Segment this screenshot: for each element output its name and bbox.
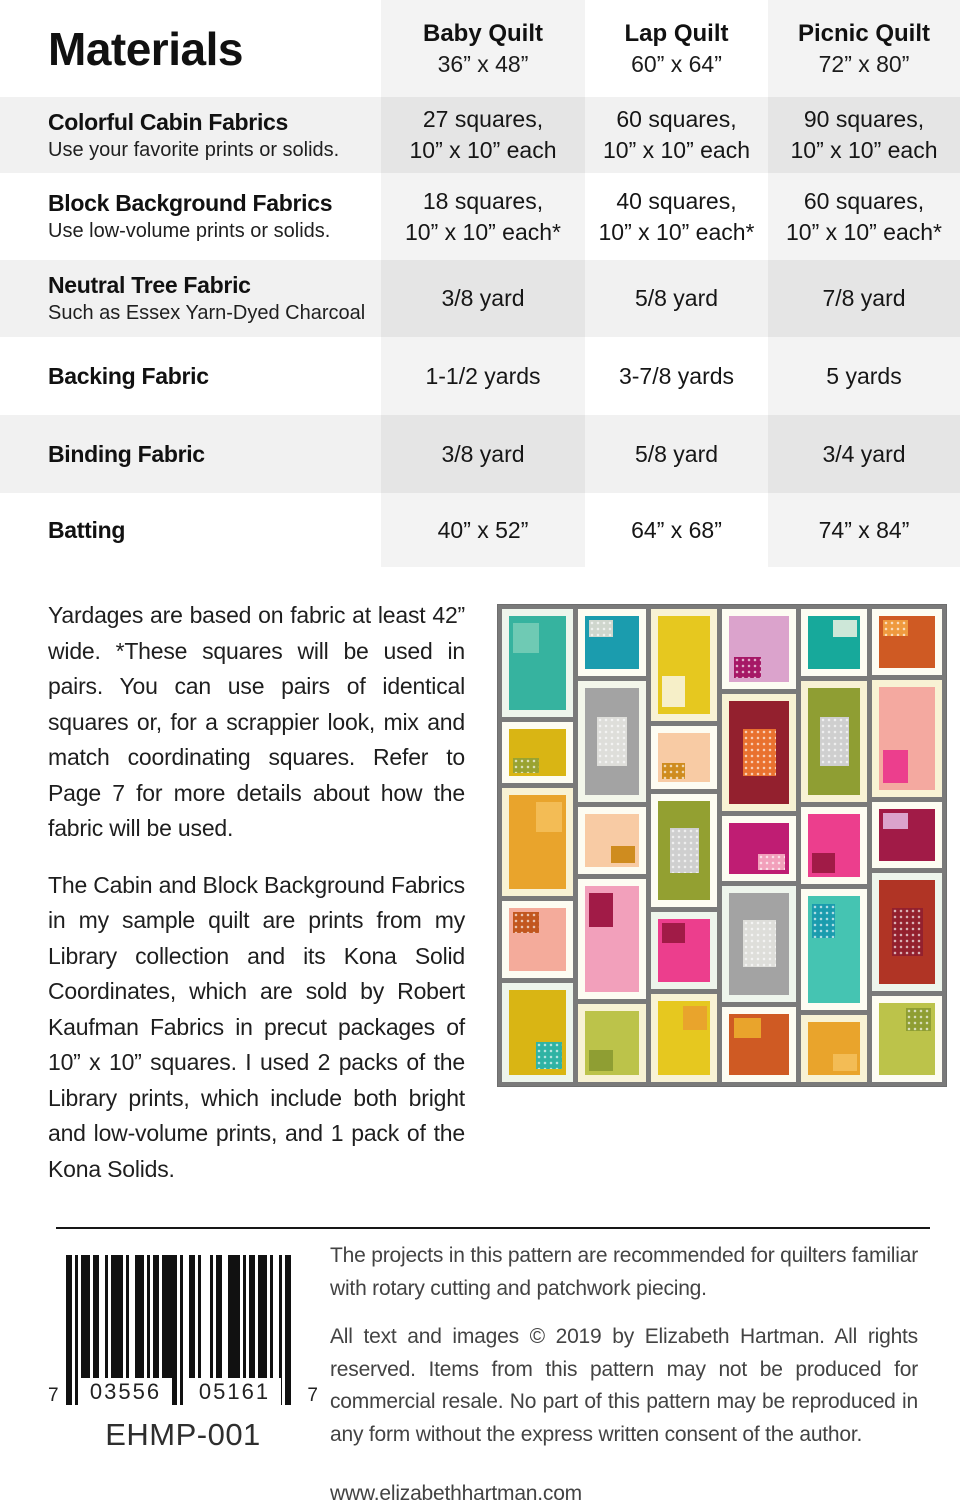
row-label-cell <box>0 173 381 260</box>
row-sublabel: Such as Essex Yarn-Dyed Charcoal <box>48 302 366 324</box>
quilt-block-accent-patch <box>513 623 539 653</box>
quilt-block <box>872 873 942 991</box>
intro-text <box>48 598 465 1208</box>
barcode-right-digit: 7 <box>307 1385 318 1406</box>
quilt-block-accent-patch <box>906 1008 931 1031</box>
row-label: Colorful Cabin Fabrics <box>48 108 289 135</box>
quilt-block-accent-patch <box>758 854 785 870</box>
table-row <box>0 97 960 173</box>
quilt-block-accent-patch <box>589 620 613 637</box>
value-cell: 74” x 84” <box>768 493 960 567</box>
row-sublabel: Use low-volume prints or solids. <box>48 220 331 242</box>
quilt-block-main-patch <box>808 814 860 878</box>
pattern-sku: EHMP-001 <box>105 1417 261 1452</box>
quilt-block-main-patch <box>808 688 860 794</box>
value-cell: 3/8 yard <box>381 415 585 493</box>
quilt-block-main-patch <box>808 1022 860 1075</box>
copyright-text: All text and images © 2019 by Elizabeth Hartman. All rights reserved. Items from this pattern may not be produced for commercial resale. No part of this pattern may be reproduced in any form without the express written consent of the author. <box>330 1325 918 1446</box>
barcode-digits-right-group: 05161 <box>188 1378 281 1405</box>
quilt-block-main-patch <box>509 795 566 889</box>
quilt-block <box>872 802 942 868</box>
table-row <box>0 260 960 337</box>
quilt-block-main-patch <box>729 823 789 874</box>
quilt-block <box>872 680 942 798</box>
quilt-block-main-patch <box>879 809 935 861</box>
recommendation-text: The projects in this pattern are recommended for quilters familiar with rotary cutting and patchwork piecing. <box>330 1244 918 1300</box>
quilt-block-main-patch <box>585 1011 639 1075</box>
materials-table <box>0 0 960 567</box>
quilt-block-accent-patch <box>589 1050 613 1070</box>
quilt-block-accent-patch <box>513 758 539 773</box>
quilt-block-main-patch <box>509 616 566 710</box>
row-label-cell <box>0 260 381 337</box>
value-cell: 90 squares, 10” x 10” each <box>768 97 960 173</box>
quilt-block-accent-patch <box>536 1042 562 1069</box>
row-label: Backing Fabric <box>48 362 209 389</box>
footer-text-block <box>330 1240 918 1500</box>
quilt-block-accent-patch <box>611 846 635 863</box>
quilt-block-main-patch <box>509 908 566 971</box>
table-row <box>0 173 960 260</box>
row-label-cell <box>0 493 381 567</box>
quilt-block-main-patch <box>658 1001 710 1075</box>
quilt-block <box>578 681 646 801</box>
column-size: 60” x 64” <box>631 50 722 77</box>
column-header-baby <box>381 0 585 97</box>
quilt-block-accent-patch <box>597 717 627 766</box>
row-label: Neutral Tree Fabric <box>48 272 251 298</box>
quilt-block-accent-patch <box>833 620 856 637</box>
quilt-block-accent-patch <box>734 657 761 678</box>
value-cell: 18 squares, 10” x 10” each* <box>381 173 585 260</box>
quilt-block-accent-patch <box>670 828 699 873</box>
quilt-column <box>801 609 867 1082</box>
row-label-cell <box>0 97 381 173</box>
value-cell: 3/4 yard <box>768 415 960 493</box>
quilt-block-main-patch <box>509 729 566 776</box>
column-name: Lap Quilt <box>624 19 729 47</box>
quilt-block <box>801 1015 867 1082</box>
quilt-block-accent-patch <box>662 763 685 779</box>
row-label: Binding Fabric <box>48 440 205 467</box>
quilt-block-accent-patch <box>812 904 835 938</box>
value-cell: 1-1/2 yards <box>381 337 585 415</box>
row-label: Block Background Fabrics <box>48 190 333 216</box>
row-sublabel: Use your favorite prints or solids. <box>48 138 340 161</box>
quilt-block <box>872 609 942 675</box>
quilt-block <box>502 609 573 717</box>
quilt-block <box>578 1004 646 1082</box>
value-cell: 3-7/8 yards <box>618 362 735 389</box>
quilt-column <box>502 609 573 1082</box>
value-cell: 40” x 52” <box>381 493 585 567</box>
quilt-block-accent-patch <box>743 920 776 967</box>
value-cell: 60 squares, 10” x 10” each* <box>768 173 960 260</box>
quilt-block <box>722 816 796 881</box>
quilt-block-accent-patch <box>743 729 776 776</box>
table-header-row <box>0 0 960 97</box>
quilt-block <box>722 609 796 689</box>
value-cell: 7/8 yard <box>768 260 960 337</box>
quilt-block-accent-patch <box>536 802 562 832</box>
quilt-block-main-patch <box>729 616 789 682</box>
table-row <box>0 493 960 567</box>
column-header-picnic <box>768 0 960 97</box>
quilt-block-accent-patch <box>662 923 685 943</box>
row-label-cell <box>0 337 381 415</box>
quilt-block <box>801 609 867 676</box>
quilt-block <box>722 886 796 1002</box>
column-size: 72” x 80” <box>818 50 910 77</box>
barcode-digits-left-group: 03556 <box>79 1378 172 1405</box>
column-name: Picnic Quilt <box>797 19 931 47</box>
quilt-block-main-patch <box>658 733 710 782</box>
quilt-block-accent-patch <box>820 717 849 766</box>
quilt-block <box>651 794 717 906</box>
quilt-block-accent-patch <box>883 620 908 637</box>
value-cell: 60 squares, 10” x 10” each <box>602 106 751 163</box>
quilt-block-main-patch <box>658 801 710 899</box>
quilt-block <box>578 807 646 874</box>
quilt-block-main-patch <box>808 896 860 1002</box>
quilt-block-main-patch <box>585 814 639 867</box>
value-cell: 5 yards <box>768 337 960 415</box>
footer-divider <box>56 1227 930 1229</box>
value-cell: 3/8 yard <box>381 260 585 337</box>
quilt-block <box>651 994 717 1082</box>
quilt-block-main-patch <box>585 616 639 669</box>
quilt-block <box>502 722 573 783</box>
value-cell: 5/8 yard <box>634 440 719 467</box>
quilt-block <box>502 983 573 1082</box>
quilt-block-main-patch <box>729 893 789 995</box>
row-label: Batting <box>48 516 126 543</box>
quilt-column <box>578 609 646 1082</box>
quilt-block-main-patch <box>585 886 639 992</box>
page-title: Materials <box>48 22 243 75</box>
quilt-column <box>872 609 942 1082</box>
quilt-block <box>651 726 717 789</box>
value-cell: 40 squares, 10” x 10” each* <box>598 187 755 245</box>
quilt-block-main-patch <box>729 701 789 803</box>
quilt-block-accent-patch <box>734 1018 761 1038</box>
quilt-block <box>578 609 646 676</box>
quilt-sample-image <box>497 604 947 1087</box>
quilt-block-accent-patch <box>662 676 685 707</box>
quilt-block <box>502 788 573 896</box>
quilt-block <box>801 681 867 801</box>
quilt-block-main-patch <box>729 1014 789 1075</box>
quilt-block-accent-patch <box>683 1006 706 1030</box>
table-row <box>0 415 960 493</box>
quilt-block <box>722 694 796 810</box>
value-cell: 5/8 yard <box>634 285 719 311</box>
quilt-block-main-patch <box>808 616 860 669</box>
quilt-block <box>578 879 646 999</box>
quilt-block-accent-patch <box>833 1054 856 1071</box>
table-row <box>0 337 960 415</box>
quilt-block-main-patch <box>879 880 935 984</box>
quilt-block <box>651 609 717 721</box>
quilt-block-main-patch <box>658 616 710 714</box>
upc-barcode <box>48 1255 318 1406</box>
website-url: www.elizabethhartman.com <box>330 1482 582 1500</box>
quilt-block-accent-patch <box>589 893 613 927</box>
column-name: Baby Quilt <box>422 19 543 47</box>
quilt-block-accent-patch <box>892 908 923 956</box>
quilt-block-accent-patch <box>883 813 908 830</box>
quilt-block-accent-patch <box>513 912 539 932</box>
quilt-block-main-patch <box>879 1003 935 1075</box>
quilt-column <box>651 609 717 1082</box>
quilt-block <box>801 889 867 1009</box>
quilt-block <box>502 901 573 978</box>
quilt-block <box>801 807 867 885</box>
fabric-source-paragraph: The Cabin and Block Background Fabrics in my sample quilt are prints from my Library collection and its Kona Solid Coordinates, which are sold by Robert Kaufman Fabrics in precut packages of 10” x 10” squares. I used 2 packs of the Library prints, which include both bright and low-volume prints, and 1 pack of the Kona Solids. <box>48 871 465 1182</box>
value-cell: 27 squares, 10” x 10” each <box>381 97 585 173</box>
quilt-block-accent-patch <box>883 750 908 783</box>
quilt-block-main-patch <box>879 687 935 791</box>
quilt-block-accent-patch <box>812 853 835 873</box>
quilt-block <box>872 996 942 1082</box>
yardage-note-paragraph: Yardages are based on fabric at least 42” wide. *These squares will be used in pairs. You can use pairs of identical squares or, for a scrappier look, mix and match coordinating squares. Refer to Page 7 for more details about how the fabric will be used. <box>48 602 465 841</box>
quilt-block-main-patch <box>658 919 710 983</box>
quilt-column <box>722 609 796 1082</box>
barcode-left-digit: 7 <box>48 1385 59 1406</box>
quilt-block-main-patch <box>509 990 566 1075</box>
quilt-block-main-patch <box>585 688 639 794</box>
barcode-block <box>48 1255 318 1453</box>
quilt-block <box>722 1007 796 1082</box>
column-header-lap <box>585 0 768 97</box>
quilt-block <box>651 912 717 990</box>
table-title-cell <box>0 0 381 97</box>
value-cell: 64” x 68” <box>631 516 722 543</box>
row-label-cell <box>0 415 381 493</box>
quilt-block-main-patch <box>879 616 935 668</box>
column-size: 36” x 48” <box>437 50 529 77</box>
